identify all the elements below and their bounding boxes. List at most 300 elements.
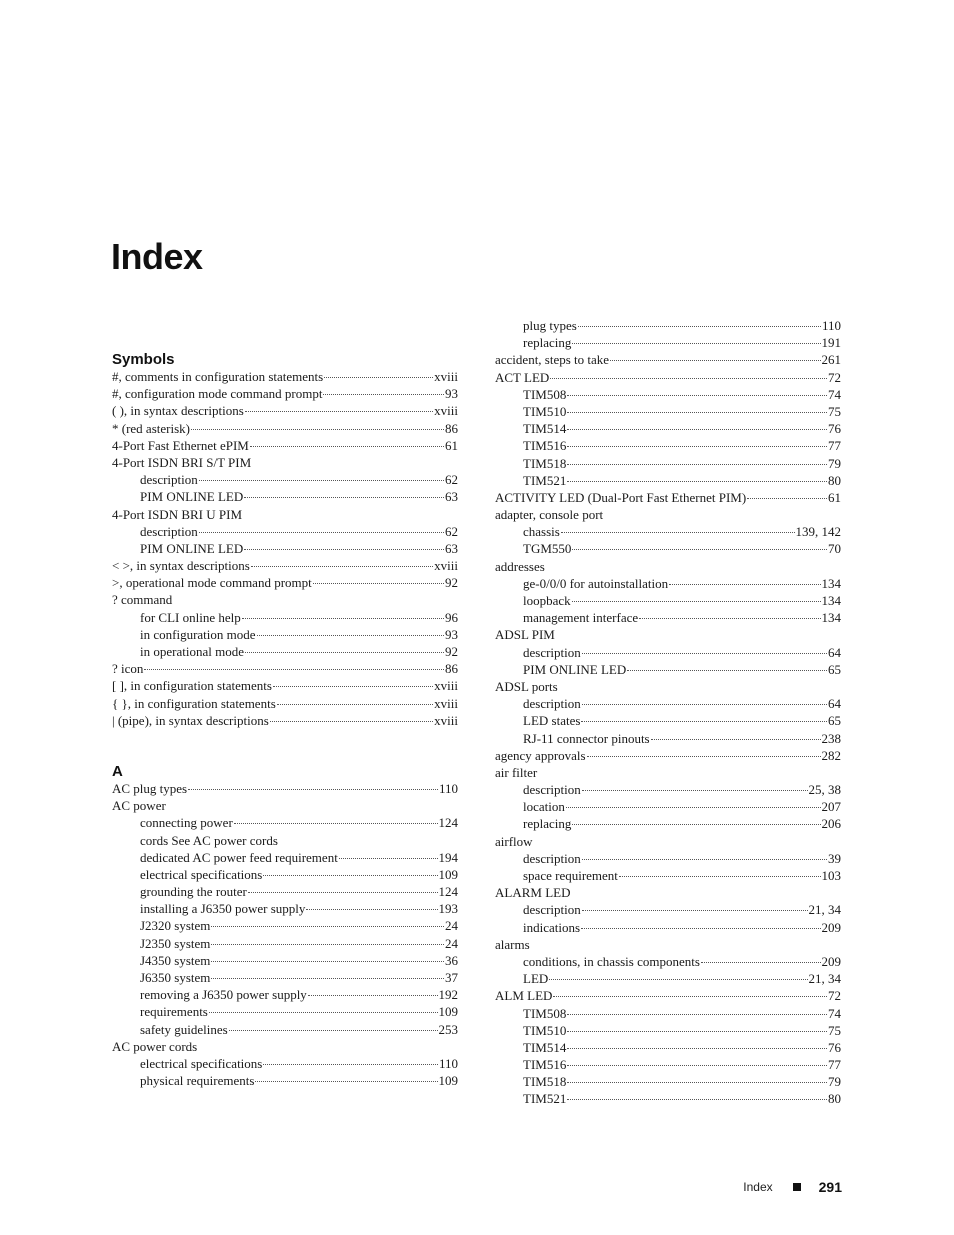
dot-leader xyxy=(567,429,827,430)
entry-page-ref[interactable]: 39 xyxy=(828,850,841,866)
entry-page-ref[interactable]: 134 xyxy=(821,610,841,626)
entry-page-ref[interactable]: 75 xyxy=(828,403,841,419)
dot-leader xyxy=(257,635,444,636)
entry-text: description xyxy=(140,523,198,539)
index-subentry xyxy=(112,832,458,849)
entry-text: conditions, in chassis components xyxy=(523,953,700,969)
entry-text: ADSL ports xyxy=(495,678,558,694)
dot-leader xyxy=(306,909,437,910)
entry-page-ref[interactable]: 191 xyxy=(821,335,841,351)
entry-page-ref[interactable]: 74 xyxy=(828,1005,841,1021)
entry-text: for CLI online help xyxy=(140,609,241,625)
index-subentry xyxy=(112,900,458,917)
entry-text: * (red asterisk) xyxy=(112,420,190,436)
index-entry xyxy=(112,780,458,797)
footer-section-label: Index xyxy=(743,1180,773,1194)
entry-page-ref[interactable]: 282 xyxy=(821,747,841,763)
entry-page-ref[interactable]: 139, 142 xyxy=(795,524,841,540)
entry-text: J6350 system xyxy=(140,970,211,985)
entry-text: ? command xyxy=(112,592,173,608)
dot-leader xyxy=(567,395,827,396)
dot-leader xyxy=(308,995,438,996)
entry-page-ref[interactable]: 109 xyxy=(438,866,458,882)
index-subentry xyxy=(495,472,841,489)
entry-text: TIM518 xyxy=(523,1074,567,1090)
index-entry xyxy=(112,1038,458,1055)
entry-page-ref[interactable]: 24 xyxy=(445,935,458,951)
index-entry xyxy=(495,489,841,506)
index-entry xyxy=(112,797,458,814)
dot-leader xyxy=(245,652,444,653)
entry-text: TIM510 xyxy=(523,403,567,419)
index-entry xyxy=(112,506,458,523)
dot-leader xyxy=(550,378,827,379)
entry-text: TIM516 xyxy=(523,438,567,454)
page-footer xyxy=(743,1179,842,1195)
entry-text: location xyxy=(523,799,565,815)
page-number: 291 xyxy=(818,1179,842,1195)
entry-text: ( ), in syntax descriptions xyxy=(112,403,244,419)
dot-leader xyxy=(582,653,827,654)
index-entry xyxy=(112,677,458,694)
dot-leader xyxy=(273,686,433,687)
entry-text: J4350 system xyxy=(140,952,211,968)
index-entry xyxy=(495,369,841,386)
entry-page-ref[interactable]: 261 xyxy=(821,352,841,368)
index-subentry xyxy=(112,1055,458,1072)
entry-text: description xyxy=(523,644,581,660)
index-subentry xyxy=(495,919,841,936)
index-subentry xyxy=(112,1021,458,1038)
dot-leader xyxy=(566,807,821,808)
entry-page-ref[interactable]: 192 xyxy=(438,987,458,1003)
index-subentry xyxy=(112,986,458,1003)
entry-text: air filter xyxy=(495,764,538,780)
dot-leader xyxy=(244,549,444,550)
dot-leader xyxy=(581,721,827,722)
entry-page-ref[interactable]: 74 xyxy=(828,386,841,402)
dot-leader xyxy=(255,1081,437,1082)
entry-text: TIM516 xyxy=(523,1057,567,1073)
entry-text: PIM ONLINE LED xyxy=(140,489,244,505)
entry-page-ref[interactable]: 193 xyxy=(438,901,458,917)
entry-page-ref[interactable]: 65 xyxy=(828,661,841,677)
index-subentry xyxy=(495,386,841,403)
entry-text: TIM508 xyxy=(523,386,567,402)
index-subentry xyxy=(112,952,458,969)
entry-text: plug types xyxy=(523,318,577,333)
entry-text: ALM LED xyxy=(495,988,553,1004)
entry-page-ref[interactable]: 109 xyxy=(438,1004,458,1020)
entry-page-ref[interactable]: 124 xyxy=(438,815,458,831)
index-subentry xyxy=(495,609,841,626)
entry-text: loopback xyxy=(523,593,571,608)
index-subentry xyxy=(112,471,458,488)
entry-text: chassis xyxy=(523,524,560,540)
entry-page-ref[interactable]: 62 xyxy=(445,472,458,488)
entry-page-ref[interactable]: 134 xyxy=(821,575,841,591)
index-subentry xyxy=(495,798,841,815)
index-column-left xyxy=(112,351,458,1089)
entry-page-ref[interactable]: 110 xyxy=(438,780,458,796)
index-subentry xyxy=(112,866,458,883)
section-heading: Symbols xyxy=(112,351,175,368)
index-entry xyxy=(112,660,458,677)
dot-leader xyxy=(209,1012,438,1013)
dot-leader xyxy=(587,756,821,757)
dot-leader xyxy=(567,1082,827,1083)
entry-page-ref[interactable]: 76 xyxy=(828,421,841,437)
entry-page-ref[interactable]: 92 xyxy=(445,644,458,659)
entry-text: indications xyxy=(523,919,581,935)
entry-page-ref[interactable]: 209 xyxy=(821,919,841,935)
index-subentry xyxy=(112,643,458,660)
index-subentry xyxy=(495,1022,841,1039)
entry-text: >, operational mode command prompt xyxy=(112,575,312,591)
dot-leader xyxy=(582,790,808,791)
dot-leader xyxy=(669,584,820,585)
entry-text: accident, steps to take xyxy=(495,352,610,368)
dot-leader xyxy=(250,446,444,447)
index-entry xyxy=(112,695,458,712)
entry-page-ref[interactable]: 86 xyxy=(445,420,458,436)
entry-text: in configuration mode xyxy=(140,626,256,642)
dot-leader xyxy=(578,326,821,327)
index-entry xyxy=(112,402,458,419)
dot-leader xyxy=(567,412,827,413)
section-heading: A xyxy=(112,762,123,780)
entry-text: safety guidelines xyxy=(140,1021,228,1037)
entry-text: requirements xyxy=(140,1004,208,1020)
entry-page-ref[interactable]: 194 xyxy=(438,849,458,865)
index-entry xyxy=(495,678,841,695)
dot-leader xyxy=(747,498,827,499)
dot-leader xyxy=(248,892,438,893)
entry-page-ref[interactable]: 253 xyxy=(438,1021,458,1037)
entry-text: grounding the router xyxy=(140,884,247,900)
dot-leader xyxy=(610,360,820,361)
index-entry xyxy=(112,437,458,454)
dot-leader xyxy=(270,721,433,722)
dot-leader xyxy=(211,961,444,962)
entry-page-ref[interactable]: 238 xyxy=(821,730,841,746)
dot-leader xyxy=(199,480,444,481)
entry-page-ref[interactable]: 134 xyxy=(821,593,841,608)
dot-leader xyxy=(572,824,820,825)
entry-page-ref[interactable]: xviii xyxy=(434,369,458,384)
entry-page-ref[interactable]: 92 xyxy=(445,575,458,591)
entry-text: dedicated AC power feed requirement xyxy=(140,849,338,865)
entry-text: AC plug types xyxy=(112,780,188,796)
footer-square-icon xyxy=(793,1183,801,1191)
entry-text: #, configuration mode command prompt xyxy=(112,386,323,402)
entry-page-ref[interactable]: xviii xyxy=(434,558,458,574)
index-subentry xyxy=(495,712,841,729)
entry-text: TIM521 xyxy=(523,472,567,488)
dot-leader xyxy=(277,704,433,705)
index-subentry xyxy=(495,1056,841,1073)
entry-page-ref[interactable]: 63 xyxy=(445,540,458,556)
index-entry xyxy=(112,591,458,608)
entry-text: removing a J6350 power supply xyxy=(140,987,307,1003)
entry-page-ref[interactable]: xviii xyxy=(434,695,458,711)
index-subentry xyxy=(112,1072,458,1089)
entry-page-ref[interactable]: 72 xyxy=(828,988,841,1004)
entry-text: addresses xyxy=(495,558,545,574)
entry-text: cords See AC power cords xyxy=(140,832,278,848)
dot-leader xyxy=(567,1048,827,1049)
index-subentry xyxy=(495,867,841,884)
index-entry xyxy=(112,712,458,729)
index-subentry xyxy=(112,540,458,557)
index-subentry xyxy=(495,815,841,832)
entry-text: PIM ONLINE LED xyxy=(140,540,244,556)
entry-text: RJ-11 connector pinouts xyxy=(523,730,650,746)
index-subentry xyxy=(495,403,841,420)
dot-leader xyxy=(582,859,827,860)
dot-leader xyxy=(567,1065,827,1066)
entry-page-ref[interactable]: 70 xyxy=(828,541,841,557)
index-entry xyxy=(495,884,841,901)
entry-page-ref[interactable]: 77 xyxy=(828,438,841,454)
index-subentry xyxy=(112,488,458,505)
index-subentry xyxy=(112,626,458,643)
entry-page-ref[interactable]: 61 xyxy=(445,437,458,453)
index-subentry xyxy=(495,523,841,540)
entry-page-ref[interactable]: 21, 34 xyxy=(808,971,841,987)
dot-leader xyxy=(582,704,827,705)
entry-text: 4-Port ISDN BRI U PIM xyxy=(112,506,243,522)
dot-leader xyxy=(263,1064,438,1065)
dot-leader xyxy=(244,497,444,498)
index-subentry xyxy=(495,1005,841,1022)
index-subentry xyxy=(112,917,458,934)
index-entry xyxy=(495,747,841,764)
entry-text: installing a J6350 power supply xyxy=(140,901,306,917)
entry-page-ref[interactable]: 80 xyxy=(828,472,841,488)
entry-page-ref[interactable]: 77 xyxy=(828,1057,841,1073)
dot-leader xyxy=(324,377,433,378)
index-subentry xyxy=(495,953,841,970)
dot-leader xyxy=(619,876,821,877)
entry-text: adapter, console port xyxy=(495,507,604,523)
entry-text: J2320 system xyxy=(140,918,211,934)
entry-text: ALARM LED xyxy=(495,885,571,901)
entry-text: TIM508 xyxy=(523,1005,567,1021)
dot-leader xyxy=(567,1014,827,1015)
entry-text: LED states xyxy=(523,713,581,729)
dot-leader xyxy=(144,669,444,670)
index-entry xyxy=(495,833,841,850)
entry-page-ref[interactable]: 79 xyxy=(828,455,841,471)
index-entry xyxy=(495,506,841,523)
index-subentry xyxy=(112,849,458,866)
entry-text: 4-Port ISDN BRI S/T PIM xyxy=(112,454,252,470)
dot-leader xyxy=(572,343,820,344)
entry-page-ref[interactable]: xviii xyxy=(434,712,458,728)
dot-leader xyxy=(191,429,444,430)
entry-text: airflow xyxy=(495,833,533,849)
entry-page-ref[interactable]: 64 xyxy=(828,696,841,712)
entry-text: physical requirements xyxy=(140,1073,255,1089)
index-subentry xyxy=(495,592,841,609)
entry-page-ref[interactable]: 37 xyxy=(445,970,458,985)
entry-page-ref[interactable]: 103 xyxy=(821,868,841,883)
index-subentry xyxy=(112,1003,458,1020)
dot-leader xyxy=(211,926,444,927)
entry-text: description xyxy=(523,902,581,918)
entry-page-ref[interactable]: 61 xyxy=(828,489,841,505)
entry-text: | (pipe), in syntax descriptions xyxy=(112,712,269,728)
entry-text: electrical specifications xyxy=(140,1055,263,1071)
index-subentry xyxy=(495,437,841,454)
index-subentry xyxy=(112,814,458,831)
entry-page-ref[interactable]: 64 xyxy=(828,644,841,660)
dot-leader xyxy=(651,739,821,740)
index-subentry xyxy=(495,661,841,678)
dot-leader xyxy=(313,583,444,584)
entry-page-ref[interactable]: 80 xyxy=(828,1091,841,1107)
dot-leader xyxy=(229,1030,438,1031)
index-entry xyxy=(112,574,458,591)
entry-text: agency approvals xyxy=(495,747,586,763)
entry-page-ref[interactable]: 21, 34 xyxy=(808,902,841,918)
index-subentry xyxy=(495,317,841,334)
entry-text: description xyxy=(140,472,198,488)
entry-text: TIM518 xyxy=(523,455,567,471)
entry-page-ref[interactable]: 96 xyxy=(445,609,458,625)
index-column-right xyxy=(495,317,841,1108)
dot-leader xyxy=(639,618,820,619)
entry-text: [ ], in configuration statements xyxy=(112,678,272,694)
entry-page-ref[interactable]: 72 xyxy=(828,369,841,385)
entry-text: TGM550 xyxy=(523,541,572,557)
index-subentry xyxy=(495,730,841,747)
entry-text: management interface xyxy=(523,610,639,626)
entry-text: ADSL PIM xyxy=(495,627,555,643)
index-subentry xyxy=(112,969,458,986)
index-subentry xyxy=(495,644,841,661)
entry-page-ref[interactable]: xviii xyxy=(434,678,458,694)
entry-text: ? icon xyxy=(112,661,144,677)
entry-text: 4-Port Fast Ethernet ePIM xyxy=(112,437,249,453)
dot-leader xyxy=(627,670,827,671)
dot-leader xyxy=(234,823,438,824)
entry-text: TIM510 xyxy=(523,1022,567,1038)
entry-page-ref[interactable]: xviii xyxy=(434,403,458,419)
entry-page-ref[interactable]: 65 xyxy=(828,713,841,729)
entry-page-ref[interactable]: 25, 38 xyxy=(808,782,841,798)
entry-page-ref[interactable]: 209 xyxy=(821,953,841,969)
entry-text: { }, in configuration statements xyxy=(112,695,276,711)
dot-leader xyxy=(567,464,827,465)
index-subentry xyxy=(495,695,841,712)
entry-page-ref[interactable]: 63 xyxy=(445,489,458,505)
dot-leader xyxy=(251,566,433,567)
entry-text: AC power cords xyxy=(112,1038,198,1054)
index-subentry xyxy=(495,455,841,472)
index-entry xyxy=(495,626,841,643)
entry-page-ref[interactable]: 86 xyxy=(445,661,458,677)
entry-page-ref[interactable]: 62 xyxy=(445,523,458,539)
entry-text: description xyxy=(523,850,581,866)
entry-page-ref[interactable]: 124 xyxy=(438,884,458,900)
entry-page-ref[interactable]: 110 xyxy=(438,1055,458,1071)
index-entry xyxy=(495,764,841,781)
dot-leader xyxy=(199,532,444,533)
index-subentry xyxy=(112,609,458,626)
entry-page-ref[interactable]: 93 xyxy=(445,626,458,642)
index-subentry xyxy=(495,781,841,798)
index-subentry xyxy=(495,575,841,592)
dot-leader xyxy=(211,978,444,979)
dot-leader xyxy=(701,962,821,963)
page-title: Index xyxy=(111,236,203,277)
index-subentry xyxy=(112,883,458,900)
dot-leader xyxy=(567,1031,827,1032)
entry-text: < >, in syntax descriptions xyxy=(112,558,250,574)
index-entry xyxy=(112,385,458,402)
dot-leader xyxy=(561,532,795,533)
entry-text: electrical specifications xyxy=(140,866,263,882)
dot-leader xyxy=(567,481,827,482)
dot-leader xyxy=(323,394,444,395)
entry-text: LED xyxy=(523,971,549,987)
entry-text: description xyxy=(523,696,581,712)
entry-page-ref[interactable]: 109 xyxy=(438,1073,458,1089)
dot-leader xyxy=(553,996,827,997)
index-subentry xyxy=(495,1073,841,1090)
entry-page-ref[interactable]: 79 xyxy=(828,1074,841,1090)
entry-page-ref[interactable]: 206 xyxy=(821,816,841,832)
entry-text: PIM ONLINE LED xyxy=(523,661,627,677)
entry-text: TIM514 xyxy=(523,421,567,437)
entry-text: replacing xyxy=(523,335,572,351)
dot-leader xyxy=(211,944,444,945)
index-entry xyxy=(112,420,458,437)
index-subentry xyxy=(495,970,841,987)
entry-text: replacing xyxy=(523,816,572,832)
entry-text: description xyxy=(523,782,581,798)
entry-text: TIM514 xyxy=(523,1039,567,1055)
dot-leader xyxy=(572,549,827,550)
dot-leader xyxy=(581,928,820,929)
index-entry xyxy=(112,557,458,574)
dot-leader xyxy=(339,858,438,859)
entry-text: ACT LED xyxy=(495,369,550,385)
entry-text: #, comments in configuration statements xyxy=(112,369,324,384)
entry-page-ref[interactable]: 93 xyxy=(445,386,458,402)
entry-text: in operational mode xyxy=(140,644,244,659)
entry-page-ref[interactable]: 36 xyxy=(445,952,458,968)
entry-page-ref[interactable]: 24 xyxy=(445,918,458,934)
entry-text: AC power xyxy=(112,798,166,814)
index-subentry xyxy=(495,1090,841,1107)
entry-page-ref[interactable]: 207 xyxy=(821,799,841,815)
index-entry xyxy=(495,987,841,1004)
entry-page-ref[interactable]: 110 xyxy=(821,318,841,333)
entry-page-ref[interactable]: 75 xyxy=(828,1022,841,1038)
dot-leader xyxy=(188,789,438,790)
entry-page-ref[interactable]: 76 xyxy=(828,1039,841,1055)
dot-leader xyxy=(245,411,433,412)
index-entry xyxy=(495,558,841,575)
index-subentry xyxy=(495,901,841,918)
index-entry xyxy=(495,351,841,368)
entry-text: J2350 system xyxy=(140,935,211,951)
dot-leader xyxy=(242,618,444,619)
entry-text: connecting power xyxy=(140,815,233,831)
